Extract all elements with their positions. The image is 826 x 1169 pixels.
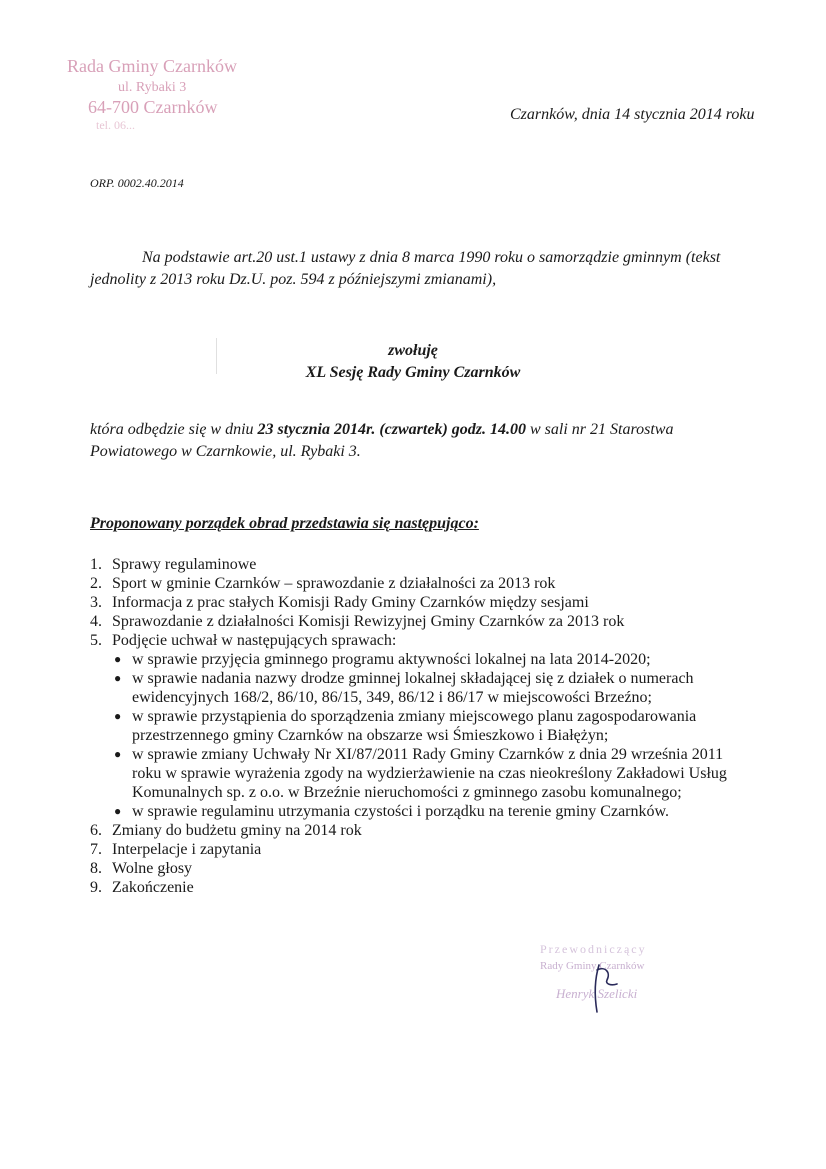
bullet-icon: ● (114, 709, 122, 723)
agenda-item (90, 878, 770, 897)
agenda-item-text: Zakończenie (112, 879, 194, 896)
resolution-line: przestrzennego gminy Czarnków na obszarze wsi Śmieszkowo i Białężyn; (132, 727, 609, 744)
agenda-list (90, 555, 770, 897)
stamp-line-4: tel. 06... (96, 118, 135, 132)
resolution-line: w sprawie przystąpienia do sporządzenia zmiany miejscowego planu zagospodarowania (132, 708, 697, 725)
agenda-item-text: Wolne głosy (112, 860, 193, 877)
agenda-item-text: Interpelacje i zapytania (112, 841, 262, 858)
legal-basis-line-1: Na podstawie art.20 ust.1 ustawy z dnia 8 marca 1990 roku o samorządzie gminnym (tekst (142, 249, 721, 266)
bullet-icon: ● (114, 652, 122, 666)
agenda-item (90, 840, 770, 859)
handwritten-signature (585, 960, 625, 1020)
session-intro: która odbędzie się w dniu (90, 421, 258, 438)
session-title: XL Sesję Rady Gminy Czarnków (305, 364, 521, 381)
agenda-item-number: 5. (90, 632, 102, 649)
bullet-icon: ● (114, 671, 122, 685)
agenda-item-number: 8. (90, 860, 102, 877)
agenda-item-number: 2. (90, 575, 102, 592)
stamp-line-1: Rada Gminy Czarnków (67, 56, 237, 76)
session-details-line-2: Powiatowego w Czarnkowie, ul. Rybaki 3. (90, 443, 361, 460)
session-details (90, 419, 790, 463)
agenda-item-number: 9. (90, 879, 102, 896)
agenda-item-text: Sport w gminie Czarnków – sprawozdanie z działalności za 2013 rok (112, 575, 556, 592)
resolution-line: roku w sprawie wyrażenia zgody na wydzierżawienie na czas nieokreślony Zakładowi Usług (132, 765, 727, 782)
agenda-item (90, 574, 770, 593)
resolution-item (114, 669, 770, 707)
signature-stamp-line-3: Henryk Szelicki (556, 986, 638, 1001)
stamp-line-2: ul. Rybaki 3 (118, 80, 187, 95)
agenda-heading: Proponowany porządek obrad przedstawia się następująco: (90, 515, 479, 532)
resolution-item (114, 802, 770, 821)
session-details-line-1 (90, 419, 790, 441)
agenda-item-number: 1. (90, 556, 102, 573)
resolution-line: w sprawie zmiany Uchwały Nr XI/87/2011 Rady Gminy Czarnków z dnia 29 września 2011 (132, 746, 724, 763)
agenda-item-number: 7. (90, 841, 102, 858)
session-date: 23 stycznia 2014r. (czwartek) godz. 14.00 (257, 421, 526, 438)
resolution-line: ewidencyjnych 168/2, 86/10, 86/15, 349, 86/12 i 86/17 w miejscowości Brzeźno; (132, 689, 652, 706)
place-date: Czarnków, dnia 14 stycznia 2014 roku (510, 106, 755, 123)
agenda-item (90, 821, 770, 840)
stamp-line-3: 64-700 Czarnków (88, 97, 218, 117)
resolution-item (114, 707, 770, 745)
agenda-item-text: Podjęcie uchwał w następujących sprawach: (112, 632, 397, 649)
agenda-item-text: Zmiany do budżetu gminy na 2014 rok (112, 822, 362, 839)
agenda-item-text: Sprawy regulaminowe (112, 556, 257, 573)
agenda-item (90, 555, 770, 574)
agenda-item-number: 4. (90, 613, 102, 630)
resolution-item (114, 650, 770, 669)
convene-text: zwołuję (388, 342, 438, 359)
agenda-item (90, 859, 770, 878)
reference-number: ORP. 0002.40.2014 (90, 176, 184, 190)
bullet-icon: ● (114, 747, 122, 761)
agenda-item-text: Informacja z prac stałych Komisji Rady Gminy Czarnków między sesjami (112, 594, 589, 611)
resolution-line: w sprawie nadania nazwy drodze gminnej lokalnej składającej się z działek o numerach (132, 670, 694, 687)
agenda-item (90, 631, 770, 650)
agenda-item (90, 612, 770, 631)
resolution-line: w sprawie przyjęcia gminnego programu aktywności lokalnej na lata 2014-2020; (132, 651, 651, 668)
agenda-item-text: Sprawozdanie z działalności Komisji Rewizyjnej Gminy Czarnków za 2013 rok (112, 613, 625, 630)
bullet-icon: ● (114, 804, 122, 818)
agenda-item-number: 3. (90, 594, 102, 611)
signature-stamp-line-1: Przewodniczący (540, 942, 647, 956)
legal-basis (90, 247, 790, 291)
agenda-item (90, 593, 770, 612)
legal-basis-line-2: jednolity z 2013 roku Dz.U. poz. 594 z późniejszymi zmianami), (90, 271, 497, 288)
agenda-item-number: 6. (90, 822, 102, 839)
session-venue: w sali nr 21 Starostwa (526, 421, 674, 438)
signature-stamp-line-2: Rady Gminy Czarnków (540, 960, 645, 972)
resolution-line: w sprawie regulaminu utrzymania czystości i porządku na terenie gminy Czarnków. (132, 803, 670, 820)
resolution-line: Komunalnych sp. z o.o. w Brzeźnie nieruchomości z gminnego zasobu komunalnego; (132, 784, 682, 801)
resolution-item (114, 745, 770, 802)
